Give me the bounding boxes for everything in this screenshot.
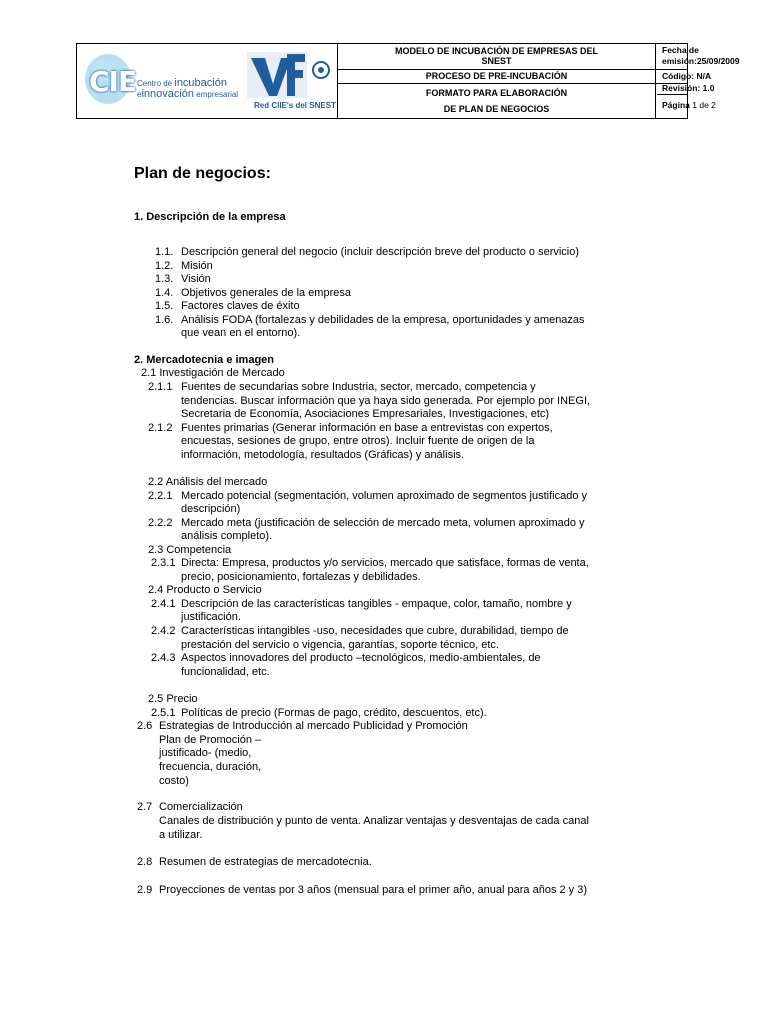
- subsection-heading: 2.4 Producto o Servicio: [148, 584, 262, 596]
- page-title: Plan de negocios:: [134, 165, 271, 182]
- list-item-number: 2.3.1: [151, 557, 176, 569]
- list-item-continuation: que vean en el entorno).: [181, 327, 301, 339]
- list-item-number: 1.2.: [155, 260, 174, 272]
- subsection-heading: 2.2 Análisis del mercado: [148, 476, 268, 488]
- list-item: Políticas de precio (Formas de pago, crédito, descuentos, etc).: [181, 707, 487, 719]
- list-item: Misión: [181, 260, 213, 272]
- list-item: Estrategias de Introducción al mercado Publicidad y Promoción: [159, 720, 468, 732]
- list-item: Visión: [181, 273, 211, 285]
- list-item: Resumen de estrategias de mercadotecnia.: [159, 856, 372, 868]
- list-item: Análisis FODA (fortalezas y debilidades de la empresa, oportunidades y amenazas: [181, 314, 585, 326]
- subsection-heading: 2.3 Competencia: [148, 544, 232, 556]
- subsection-heading: 2.5 Precio: [148, 693, 198, 705]
- header-divider: [338, 83, 688, 84]
- list-item: Proyecciones de ventas por 3 años (mensual para el primer año, anual para años 2 y 3): [159, 884, 588, 896]
- list-item: Factores claves de éxito: [181, 300, 300, 312]
- logo-innovacion-line: einnovación empresarial: [137, 88, 239, 100]
- ciie-snest-logo-icon: [247, 50, 335, 100]
- list-item: Mercado meta (justificación de selección de mercado meta, volumen aproximado y: [181, 517, 585, 529]
- subsection-heading: 2.1 Investigación de Mercado: [141, 367, 285, 379]
- list-item-continuation: Secretaria de Economía, Asociaciones Empresariales, Investigaciones, etc): [181, 408, 550, 420]
- list-item-number: 2.2.2: [148, 517, 173, 529]
- list-item-number: 2.8: [137, 856, 153, 868]
- list-item-number: 1.1.: [155, 246, 174, 258]
- header-revision: Revisión: 1.0: [662, 83, 715, 93]
- list-item-number: 1.5.: [155, 300, 174, 312]
- list-item-number: 2.1.2: [148, 422, 173, 434]
- list-item-continuation: tendencias. Buscar información que ya haya sido generada. Por ejemplo por INEGI,: [181, 395, 591, 407]
- list-item-number: 2.5.1: [151, 707, 176, 719]
- list-item: Descripción general del negocio (incluir descripción breve del producto o servicio): [181, 246, 580, 258]
- list-item: Características intangibles -uso, necesidades que cubre, durabilidad, tiempo de: [181, 625, 569, 637]
- logo-red-ciies: Red CIIE's del SNEST: [254, 101, 336, 110]
- list-item-number: 2.2.1: [148, 490, 173, 502]
- list-item-number: 2.7: [137, 801, 153, 813]
- list-item-continuation: funcionalidad, etc.: [181, 666, 270, 678]
- list-item: Descripción de las características tangibles - empaque, color, tamaño, nombre y: [181, 598, 572, 610]
- header-model-title: MODELO DE INCUBACIÓN DE EMPRESAS DEL SNEST: [338, 44, 656, 69]
- list-item-continuation: información, metodología, resultados (Gráficas) y análisis.: [181, 449, 465, 461]
- list-item-number: 1.3.: [155, 273, 174, 285]
- list-item-continuation: descripción): [181, 503, 241, 515]
- list-item: Objetivos generales de la empresa: [181, 287, 351, 299]
- cie-logo-text: CIE: [89, 65, 137, 98]
- list-item-number: 2.4.2: [151, 625, 176, 637]
- list-item-continuation: justificación.: [181, 611, 241, 623]
- document-header-table: [76, 43, 740, 119]
- list-item-number: 2.6: [137, 720, 153, 732]
- section-heading: 1. Descripción de la empresa: [134, 211, 286, 223]
- logo-centro-line: Centro de incubación: [137, 77, 227, 89]
- list-item-number: 1.6.: [155, 314, 174, 326]
- list-item-number: 2.9: [137, 884, 153, 896]
- list-item-continuation: justificado- (medio,: [159, 747, 252, 759]
- list-item-continuation: Plan de Promoción –: [159, 734, 262, 746]
- list-item-number: 1.4.: [155, 287, 174, 299]
- list-item-continuation: Canales de distribución y punto de venta. Analizar ventajas y desventajas de cada canal: [159, 815, 589, 827]
- header-logo-area: [77, 44, 338, 118]
- list-item: Fuentes de secundarias sobre Industria, sector, mercado, competencia y: [181, 381, 536, 393]
- header-format-title: FORMATO PARA ELABORACIÓN DE PLAN DE NEGOCIOS: [338, 84, 656, 118]
- header-divider: [338, 69, 688, 70]
- list-item: Fuentes primarias (Generar información en base a entrevistas con expertos,: [181, 422, 553, 434]
- header-process-title: PROCESO DE PRE-INCUBACIÓN: [338, 70, 656, 83]
- list-item: Comercialización: [159, 801, 243, 813]
- list-item: Directa: Empresa, productos y/o servicios, mercado que satisface, formas de venta,: [181, 557, 589, 569]
- list-item-number: 2.4.1: [151, 598, 176, 610]
- header-page-number: Página 1 de 2: [662, 100, 716, 110]
- list-item-continuation: análisis completo).: [181, 530, 273, 542]
- list-item: Mercado potencial (segmentación, volumen aproximado de segmentos justificado y: [181, 490, 587, 502]
- list-item-number: 2.1.1: [148, 381, 173, 393]
- list-item-continuation: a utilizar.: [159, 829, 203, 841]
- list-item-continuation: precio, posicionamiento, fortalezas y debilidades.: [181, 571, 421, 583]
- list-item-number: 2.4.3: [151, 652, 176, 664]
- list-item: Aspectos innovadores del producto –tecnológicos, medio-ambientales, de: [181, 652, 541, 664]
- header-code: Código: N/A: [662, 71, 712, 81]
- list-item-continuation: prestación del servicio o vigencia, garantías, soporte técnico, etc.: [181, 639, 499, 651]
- header-issue-date: Fecha de emisión:25/09/2009: [662, 45, 740, 66]
- list-item-continuation: costo): [159, 775, 189, 787]
- section-heading: 2. Mercadotecnia e imagen: [134, 354, 274, 366]
- list-item-continuation: encuestas, sesiones de grupo, entre otros). Incluir fuente de origen de la: [181, 435, 535, 447]
- list-item-continuation: frecuencia, duración,: [159, 761, 262, 773]
